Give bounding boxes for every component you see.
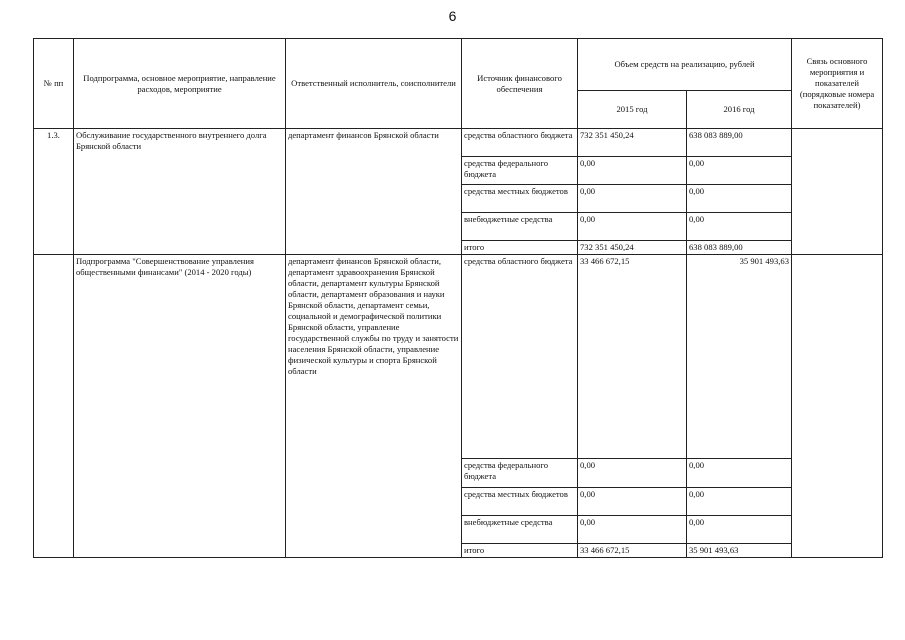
value-2016: 0,00: [687, 157, 792, 185]
value-2015: 0,00: [578, 488, 687, 516]
value-2015: 0,00: [578, 516, 687, 544]
total-label: итого: [462, 241, 578, 255]
source-label: средства местных бюджетов: [462, 488, 578, 516]
value-2016: 0,00: [687, 488, 792, 516]
header-num: № пп: [34, 39, 74, 129]
value-2015: 0,00: [578, 459, 687, 488]
source-label: средства федерального бюджета: [462, 459, 578, 488]
value-2015: 732 351 450,24: [578, 129, 687, 157]
total-label: итого: [462, 544, 578, 558]
value-2016: 0,00: [687, 185, 792, 213]
header-year-2015: 2015 год: [578, 91, 687, 129]
value-2015: 0,00: [578, 185, 687, 213]
total-2015: 33 466 672,15: [578, 544, 687, 558]
value-2015: 0,00: [578, 213, 687, 241]
link-cell: [792, 129, 883, 255]
header-volume: Объем средств на реализацию, рублей: [578, 39, 792, 91]
header-link: Связь основного мероприятия и показателей (порядковые номера показателей): [792, 39, 883, 129]
total-2016: 35 901 493,63: [687, 544, 792, 558]
row-executor: департамент финансов Брянской области, департамент здравоохранения Брянской области, департамент культуры Брянской области, департамент образования и науки Брянской области, департамент семьи, социальной и демографической политики Брянской области, управление государственной службы по труду и занятости населения Брянской области, управление физической культуры и спорта Брянской области: [286, 255, 462, 558]
value-2015: 33 466 672,15: [578, 255, 687, 459]
row-name: Подпрограмма "Совершенствование управления общественными финансами" (2014 - 2020 годы): [74, 255, 286, 558]
source-label: внебюджетные средства: [462, 213, 578, 241]
source-label: средства областного бюджета: [462, 129, 578, 157]
source-label: внебюджетные средства: [462, 516, 578, 544]
row-executor: департамент финансов Брянской области: [286, 129, 462, 255]
value-2016: 0,00: [687, 459, 792, 488]
header-executor: Ответственный исполнитель, соисполнители: [286, 39, 462, 129]
row-number: [34, 255, 74, 558]
source-label: средства федерального бюджета: [462, 157, 578, 185]
header-year-2016: 2016 год: [687, 91, 792, 129]
table-row: [34, 255, 883, 459]
link-cell: [792, 255, 883, 558]
value-2015: 0,00: [578, 157, 687, 185]
value-2016: 0,00: [687, 516, 792, 544]
header-source: Источник финансового обеспечения: [462, 39, 578, 129]
table-row: [34, 129, 883, 157]
header-subprogram: Подпрограмма, основное мероприятие, направление расходов, мероприятие: [74, 39, 286, 129]
budget-table: [33, 38, 883, 558]
page-number: 6: [448, 8, 457, 24]
source-label: средства областного бюджета: [462, 255, 578, 459]
value-2016: 0,00: [687, 213, 792, 241]
row-name: Обслуживание государственного внутреннего долга Брянской области: [74, 129, 286, 255]
total-2015: 732 351 450,24: [578, 241, 687, 255]
value-2016: 638 083 889,00: [687, 129, 792, 157]
row-number: 1.3.: [34, 129, 74, 255]
value-2016: 35 901 493,63: [687, 255, 792, 459]
total-2016: 638 083 889,00: [687, 241, 792, 255]
source-label: средства местных бюджетов: [462, 185, 578, 213]
